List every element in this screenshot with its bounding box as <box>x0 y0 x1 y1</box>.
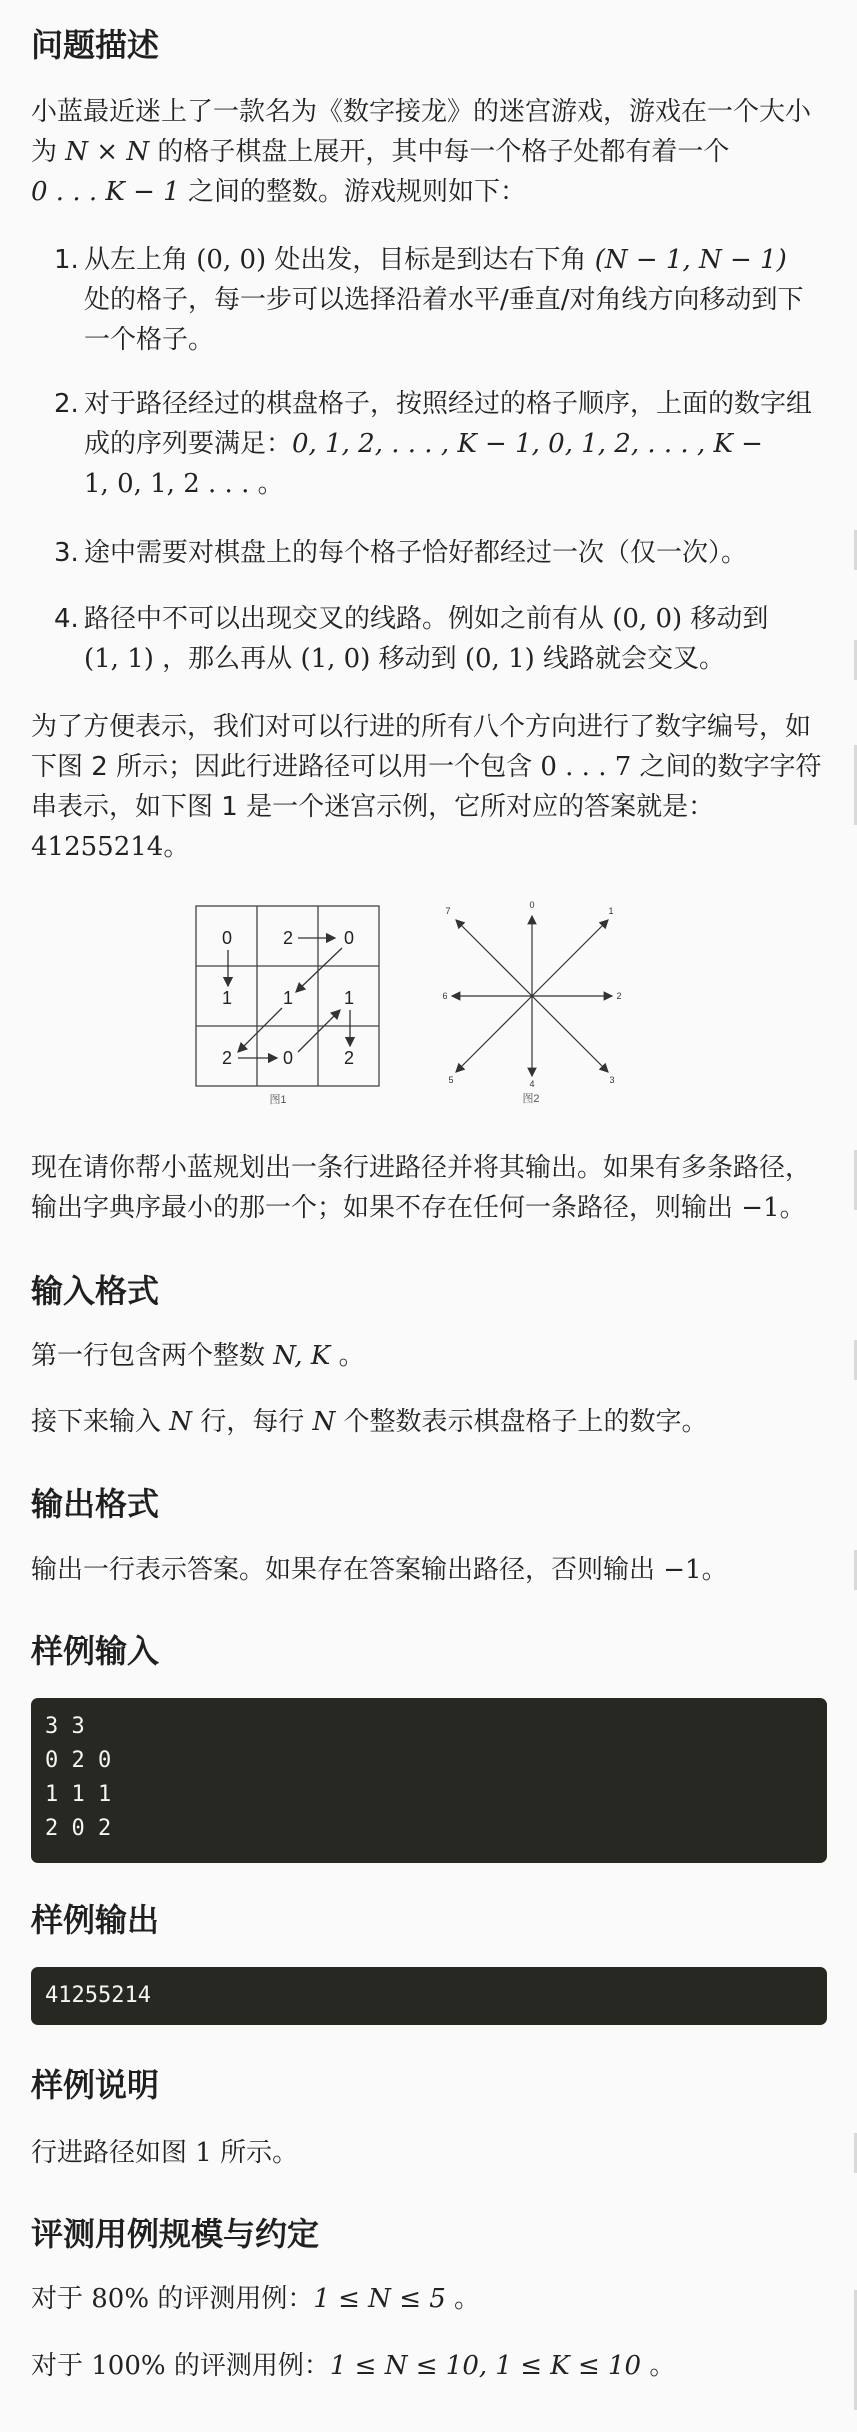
figure-2-directions <box>452 916 612 1076</box>
grid-cell: 1 <box>343 988 355 1008</box>
section-title-sample-input: 样例输入 <box>31 1632 160 1670</box>
description-paragraph-2 <box>31 707 827 867</box>
text: 。 <box>163 832 190 862</box>
text-line: 途中需要对棋盘上的每个格子恰好都经过一次（仅一次）。 <box>84 538 748 568</box>
section-title-scale: 评测用例规模与约定 <box>31 2215 320 2253</box>
text-line: 对于路径经过的棋盘格子，按照经过的格子顺序，上面的数字组 <box>84 389 813 419</box>
text-line: 小蓝最近迷上了一款名为《数字接龙》的迷宫游戏，游戏在一个大小 <box>31 97 812 127</box>
math-expression: 0 . . . 7 <box>540 752 632 782</box>
direction-label: 0 <box>529 900 535 910</box>
direction-label: 7 <box>445 906 451 916</box>
text: 成的序列要满足： <box>84 429 293 459</box>
text-line: 现在请你帮小蓝规划出一条行进路径并将其输出。如果有多条路径， <box>31 1153 812 1183</box>
grid-cell: 1 <box>282 988 294 1008</box>
text: 行，每行 <box>192 1407 313 1437</box>
grid-cell: 2 <box>221 1048 233 1068</box>
text: 对于 <box>31 2284 92 2314</box>
grid-cell: 0 <box>282 1048 294 1068</box>
text-line: 一个格子。 <box>84 325 215 355</box>
math-expression: N <box>312 1407 336 1437</box>
rule-item-1 <box>54 240 827 360</box>
math-expression: 0, 1, 2, . . . , K − 1, 0, 1, 2, . . . , K − <box>292 429 763 459</box>
list-number: 1. <box>54 245 79 275</box>
list-number: 3. <box>54 538 79 568</box>
text: 输出一行表示答案。如果存在答案输出路径，否则输出 <box>31 1555 664 1585</box>
grid-cell: 2 <box>282 928 294 948</box>
math-expression: (0, 0) <box>612 604 683 634</box>
text: ，那么再从 <box>153 644 301 674</box>
text: 。 <box>249 469 284 499</box>
direction-label: 3 <box>609 1075 615 1085</box>
rule-item-3 <box>54 533 827 573</box>
math-expression: −1 <box>741 1193 780 1223</box>
text: 个整数表示棋盘格子上的数字。 <box>335 1407 708 1437</box>
text-line <box>84 599 827 639</box>
text-line <box>31 747 827 787</box>
text: 从左上角 <box>84 245 197 275</box>
text: 。 <box>779 1193 806 1223</box>
text: 的评测用例： <box>149 2284 314 2314</box>
text: 之间的数字字符 <box>631 752 822 782</box>
direction-label: 2 <box>616 991 622 1001</box>
math-expression: 1 <box>195 2138 212 2168</box>
text-line <box>31 172 827 212</box>
text: 所示。 <box>211 2138 299 2168</box>
text-line <box>84 240 827 280</box>
math-expression: 41255214 <box>31 832 164 862</box>
grid-cell: 1 <box>221 988 233 1008</box>
text-line: 串表示，如下图 1 是一个迷宫示例，它所对应的答案就是： <box>31 792 715 822</box>
text: 的评测用例： <box>165 2351 330 2381</box>
math-expression: N <box>169 1407 193 1437</box>
section-title-sample-output: 样例输出 <box>31 1901 160 1939</box>
grid-cell: 0 <box>343 928 355 948</box>
sample-explanation-paragraph <box>31 2133 827 2173</box>
math-expression: 1, 0, 1, 2 . . . <box>84 469 250 499</box>
output-paragraph <box>31 1550 827 1590</box>
direction-label: 6 <box>442 991 448 1001</box>
text: 线路就会交叉。 <box>534 644 726 674</box>
math-expression: (0, 0) <box>196 245 267 275</box>
math-expression: (0, 1) <box>464 644 535 674</box>
text: 行进路径如图 <box>31 2138 196 2168</box>
text-line: 处的格子，每一步可以选择沿着水平/垂直/对角线方向移动到下 <box>84 285 804 315</box>
text-line <box>84 424 827 464</box>
maze-figures <box>0 898 857 1118</box>
math-expression: 1 ≤ N ≤ 10, 1 ≤ K ≤ 10 <box>329 2351 642 2381</box>
figure-2-caption: 图2 <box>522 1093 540 1105</box>
text: 的格子棋盘上展开，其中每一个格子处都有着一个 <box>149 137 730 167</box>
direction-label: 5 <box>448 1075 454 1085</box>
section-title-input: 输入格式 <box>31 1272 160 1310</box>
text: 处出发，目标是到达右下角 <box>266 245 595 275</box>
math-expression: 0 . . . K − 1 <box>31 177 180 207</box>
text-line <box>84 464 827 504</box>
text-line <box>31 1188 827 1228</box>
list-number: 2. <box>54 389 79 419</box>
sample-output-code: 41255214 <box>31 1967 827 2025</box>
description-paragraph-3 <box>31 1148 827 1228</box>
text: 。 <box>330 1341 365 1371</box>
text: 下图 2 所示；因此行进路径可以用一个包含 <box>31 752 541 782</box>
input-paragraph-2 <box>31 1402 827 1442</box>
text: 第一行包含两个整数 <box>31 1341 274 1371</box>
text: 。 <box>701 1555 728 1585</box>
section-title-description: 问题描述 <box>31 26 160 64</box>
math-expression: (1, 0) <box>300 644 371 674</box>
section-title-output: 输出格式 <box>31 1485 160 1523</box>
text: 输出字典序最小的那一个；如果不存在任何一条路径，则输出 <box>31 1193 742 1223</box>
sample-input-code: 3 3 0 2 0 1 1 1 2 0 2 <box>31 1698 827 1863</box>
text: 路径中不可以出现交叉的线路。例如之前有从 <box>84 604 613 634</box>
text: 移动到 <box>682 604 769 634</box>
grid-cell: 2 <box>343 1048 355 1068</box>
text: 对于 <box>31 2351 92 2381</box>
direction-label: 4 <box>529 1079 535 1089</box>
section-title-sample-explanation: 样例说明 <box>31 2066 160 2104</box>
math-expression: 1 ≤ N ≤ 5 <box>313 2284 446 2314</box>
input-paragraph-1 <box>31 1336 827 1376</box>
grid-cell: 0 <box>221 928 233 948</box>
math-expression: −1 <box>663 1555 702 1585</box>
text: 。 <box>641 2351 676 2381</box>
text-line <box>31 132 827 172</box>
scale-line-2 <box>31 2346 827 2386</box>
text-line: 为了方便表示，我们对可以行进的所有八个方向进行了数字编号，如 <box>31 712 812 742</box>
rule-item-4 <box>54 599 827 679</box>
text: 为 <box>31 137 66 167</box>
text-line <box>84 639 827 679</box>
text: 。 <box>445 2284 481 2314</box>
direction-label: 1 <box>608 906 614 916</box>
figure-1-caption: 图1 <box>269 1094 287 1106</box>
text: 之间的整数。游戏规则如下： <box>179 177 526 207</box>
math-expression: (1, 1) <box>84 644 154 674</box>
rule-item-2 <box>54 384 827 504</box>
description-paragraph-1 <box>31 92 827 212</box>
figure-1-grid <box>196 906 379 1106</box>
scale-line-1 <box>31 2279 827 2319</box>
text-line <box>31 827 827 867</box>
math-expression: N × N <box>65 137 150 167</box>
math-expression: 80% <box>91 2284 150 2314</box>
math-expression: 100% <box>91 2351 166 2381</box>
math-expression: N, K <box>273 1341 331 1371</box>
list-number: 4. <box>54 604 79 634</box>
text: 接下来输入 <box>31 1407 170 1437</box>
text: 移动到 <box>370 644 465 674</box>
math-expression: (N − 1, N − 1) <box>594 245 787 275</box>
